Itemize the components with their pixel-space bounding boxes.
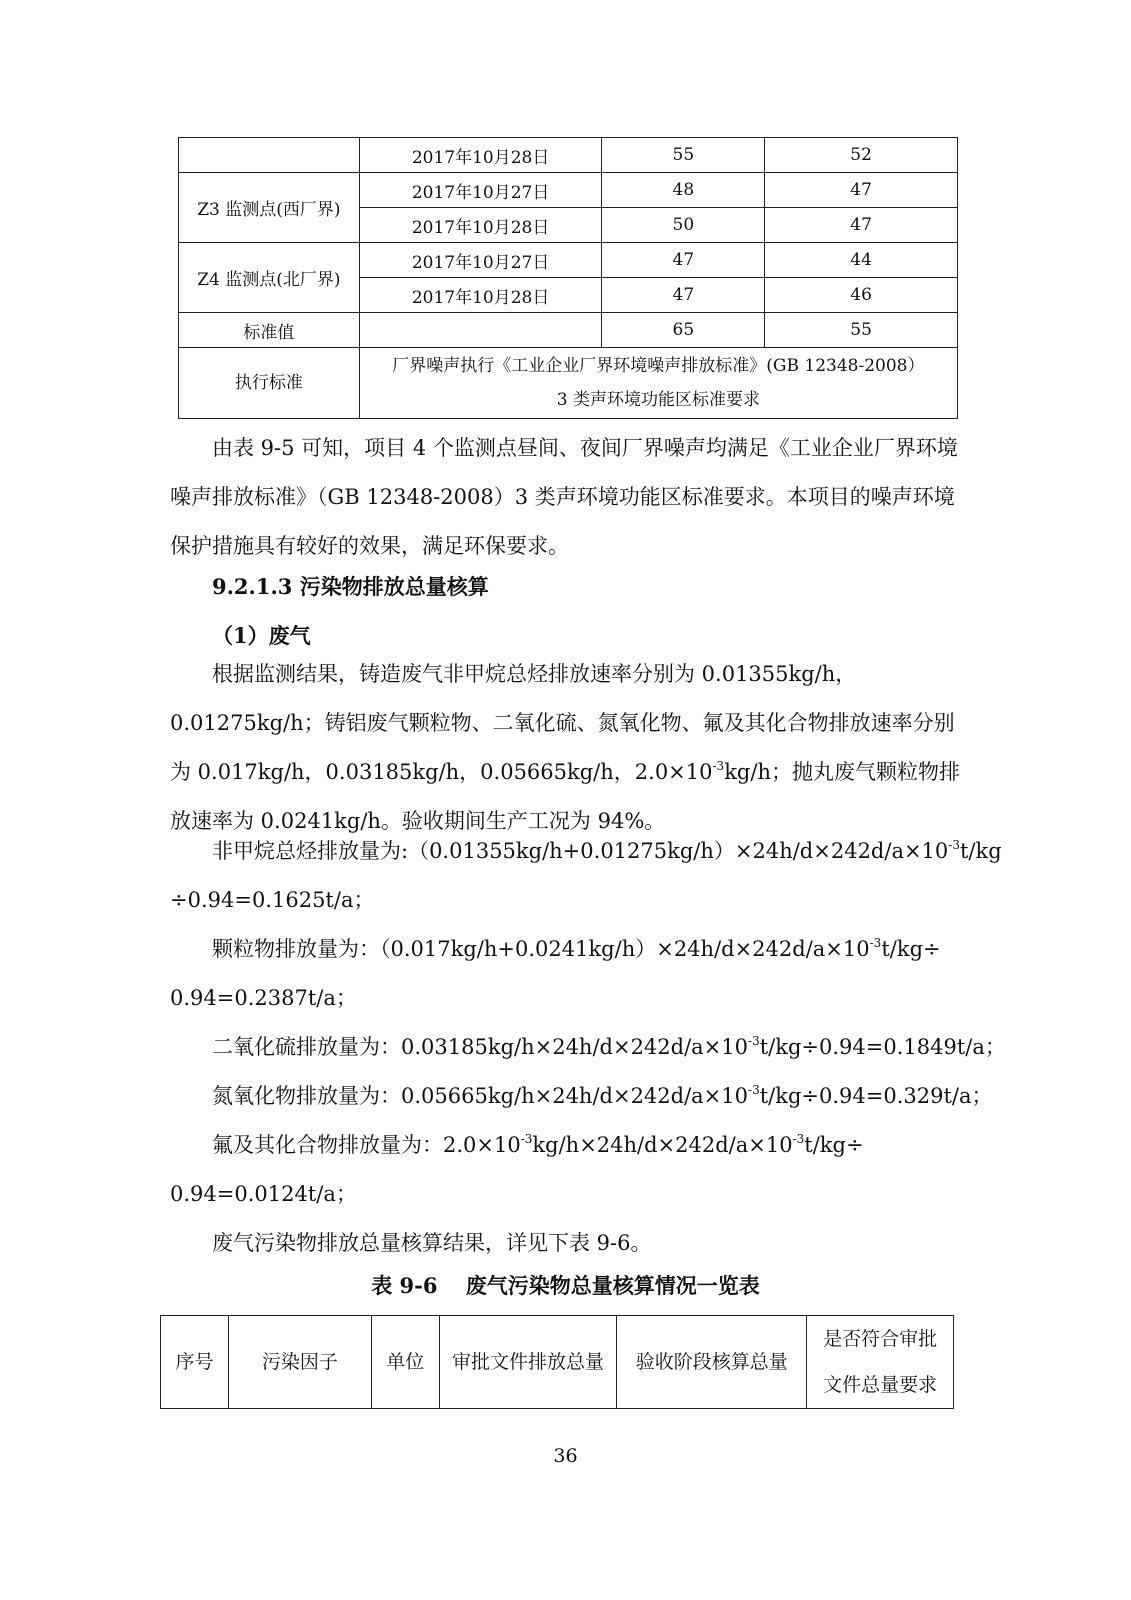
table-reference-line: 废气污染物排放总量核算结果，详见下表 9-6。: [212, 1231, 652, 1255]
date-cell: 2017年10月28日: [359, 278, 602, 313]
header-cell: 验收阶段核算总量: [617, 1316, 807, 1409]
section-heading: 9.2.1.3 污染物排放总量核算: [212, 574, 489, 599]
header-cell: 序号: [161, 1316, 229, 1409]
night-value-cell: 47: [765, 208, 958, 243]
table-header-row: [161, 1316, 954, 1409]
exec-standard-line: 3 类声环境功能区标准要求: [556, 390, 760, 410]
monitoring-point-cell: Z3 监测点(西厂界): [179, 173, 360, 243]
day-value-cell: 47: [602, 243, 765, 278]
emission-total-table: [160, 1315, 954, 1409]
noise-monitoring-table: [178, 137, 958, 419]
page-number: 36: [553, 1445, 578, 1467]
day-value-cell: 50: [602, 208, 765, 243]
sub-heading: （1）废气: [212, 623, 311, 648]
header-cell: 单位: [371, 1316, 439, 1409]
night-value-cell: 47: [765, 173, 958, 208]
table-caption: 表 9-6 废气污染物总量核算情况一览表: [371, 1273, 760, 1298]
night-value-cell: 46: [765, 278, 958, 313]
exec-standard-label-cell: 执行标准: [179, 348, 360, 419]
date-cell: 2017年10月28日: [359, 138, 602, 173]
standard-night-cell: 55: [765, 313, 958, 348]
day-value-cell: 48: [602, 173, 765, 208]
table-row: [179, 138, 958, 173]
exec-standard-line: 厂界噪声执行《工业企业厂界环境噪声排放标准》(GB 12348-2008）: [392, 356, 925, 376]
standard-label-cell: 标准值: [179, 313, 360, 348]
emission-rates-paragraph: 根据监测结果，铸造废气非甲烷总烃排放速率分别为 0.01355kg/h，0.01275kg/h；铸铝废气颗粒物、二氧化硫、氮氧化物、氟及其化合物排放速率分别为 0.017kg/h，0.03185kg/h，0.05665kg/h，$2.0\times 10^{-3}kg/h$；抛丸废气颗粒物排放速率为 0.0241kg/h。验收期间生产工况为 94%。: [170, 662, 960, 833]
conclusion-paragraph: 由表 9-5 可知，项目 4 个监测点昼间、夜间厂界噪声均满足《工业企业厂界环境噪声排放标准》（GB 12348-2008）3 类声环境功能区标准要求。本项目的噪声环境保护措施具有较好的效果，满足环保要求。: [170, 436, 958, 558]
header-cell: 污染因子: [228, 1316, 371, 1409]
header-cell: 是否符合审批文件总量要求: [807, 1316, 954, 1409]
exec-standard-cell: [359, 348, 957, 419]
header-cell: 审批文件排放总量: [439, 1316, 617, 1409]
night-value-cell: 52: [765, 138, 958, 173]
calc-fluoride-line: 氟及其化合物排放量为：$2.0\times 10^{-3}kg/h\times 24h/d\times 242d/a\times 10^{-3}t/kg\div$: [212, 1132, 864, 1157]
calc-pm-line: 颗粒物排放量为：$(0.017kg/h+0.0241kg/h)\times 24h/d\times 242d/a\times 10^{-3}t/kg\div$: [212, 936, 941, 961]
date-cell: 2017年10月28日: [359, 208, 602, 243]
calc-vocs-line: 非甲烷总烃排放量为$:(0.01355kg/h+0.01275kg/h)\times 24h/d\times 242d/a\times 10^{-3}t/kg$: [212, 838, 1002, 863]
calc-vocs-result: ÷0.94=0.1625t/a；: [170, 888, 375, 912]
calc-fluoride-result: 0.94=0.0124t/a；: [170, 1182, 357, 1206]
day-value-cell: 47: [602, 278, 765, 313]
table-row: [179, 243, 958, 278]
night-value-cell: 44: [765, 243, 958, 278]
table-row: [179, 348, 958, 419]
calc-pm-result: 0.94=0.2387t/a；: [170, 986, 357, 1010]
table-row: [179, 173, 958, 208]
date-cell: 2017年10月27日: [359, 243, 602, 278]
monitoring-point-cell: Z4 监测点(北厂界): [179, 243, 360, 313]
day-value-cell: 55: [602, 138, 765, 173]
calc-nox-line: 氮氧化物排放量为：$0.05665kg/h\times 24h/d\times 242d/a\times 10^{-3}t/kg\div 0.94=0.329t/a$；: [212, 1083, 993, 1108]
table-row: [179, 313, 958, 348]
date-cell: 2017年10月27日: [359, 173, 602, 208]
calc-so2-line: 二氧化硫排放量为：$0.03185kg/h\times 24h/d\times 242d/a\times 10^{-3}t/kg\div 0.94=0.1849t/a$；: [212, 1034, 1006, 1059]
standard-day-cell: 65: [602, 313, 765, 348]
